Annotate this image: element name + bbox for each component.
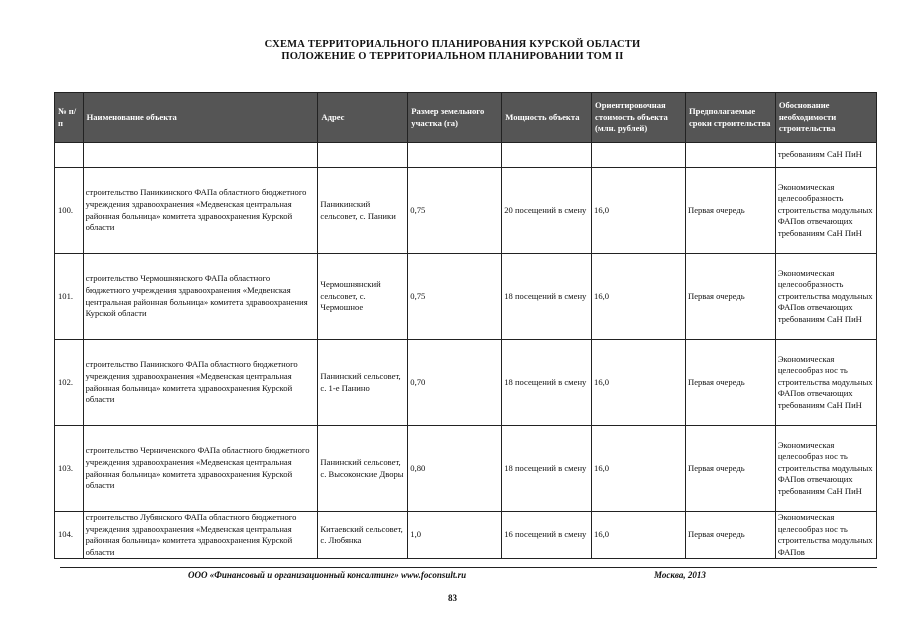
cell-address: Панинский сельсовет, с. Высоконские Дворы — [318, 426, 408, 512]
table-row — [55, 512, 877, 559]
cell-capacity: 18 посещений в смену — [502, 254, 592, 340]
table-row — [55, 168, 877, 254]
cell-capacity: 20 посещений в смену — [502, 168, 592, 254]
cell-cost: 16,0 — [592, 512, 686, 559]
footer-company: ООО «Финансовый и организационный консалтинг» www.foconsult.ru — [188, 570, 467, 580]
cell-name: строительство Паникинского ФАПа областного бюджетного учреждения здравоохранения «Медвенская центральная районная больница» комитета здравоохранения Курской области — [83, 168, 318, 254]
cell-empty — [318, 143, 408, 168]
cell-address: Китаевский сельсовет, с. Любянка — [318, 512, 408, 559]
col-header-cost: Ориентировочная стоимость объекта (млн. рублей) — [592, 93, 686, 143]
col-header-capacity: Мощность объекта — [502, 93, 592, 143]
cell-capacity: 18 посещений в смену — [502, 340, 592, 426]
cell-address: Чермошнянский сельсовет, с. Чермошное — [318, 254, 408, 340]
cell-cost: 16,0 — [592, 168, 686, 254]
cell-cost: 16,0 — [592, 426, 686, 512]
cell-area: 1,0 — [408, 512, 502, 559]
cell-address: Паникинский сельсовет, с. Паники — [318, 168, 408, 254]
cell-area: 0,75 — [408, 168, 502, 254]
cell-empty — [592, 143, 686, 168]
cell-term: Первая очередь — [685, 254, 775, 340]
table-header-row — [55, 93, 877, 143]
cell-name: строительство Чермошнянского ФАПа областного бюджетного учреждения здравоохранения «Медвенская центральная районная больница» комитета здравоохранения Курской области — [83, 254, 318, 340]
cell-justification: Экономическая целесообраз нос ть строительства модульных ФАПов — [775, 512, 876, 559]
cell-justification: Экономическая целесообраз нос ть строительства модульных ФАПов отвечающих требованиям СаН ПиН — [775, 340, 876, 426]
table-row — [55, 340, 877, 426]
col-header-address: Адрес — [318, 93, 408, 143]
cell-cost: 16,0 — [592, 254, 686, 340]
table-row — [55, 426, 877, 512]
col-header-name: Наименование объекта — [83, 93, 318, 143]
cell-term: Первая очередь — [685, 168, 775, 254]
footer-city-year: Москва, 2013 — [654, 570, 706, 580]
cell-area: 0,70 — [408, 340, 502, 426]
col-header-num: № п/п — [55, 93, 84, 143]
cell-name: строительство Черниченского ФАПа областного бюджетного учреждения здравоохранения «Медвенская центральная районная больница» комитета здравоохранения Курской области — [83, 426, 318, 512]
cell-empty — [55, 143, 84, 168]
col-header-justification: Обоснование необходимости строительства — [775, 93, 876, 143]
table-row — [55, 254, 877, 340]
col-header-term: Предполагаемые сроки строительства — [685, 93, 775, 143]
objects-table — [54, 92, 877, 559]
cell-empty — [83, 143, 318, 168]
cell-num: 102. — [55, 340, 84, 426]
page-number: 83 — [448, 593, 457, 603]
cell-capacity: 18 посещений в смену — [502, 426, 592, 512]
cell-justification: Экономическая целесообразность строительства модульных ФАПов отвечающих требованиям СаН ПиН — [775, 168, 876, 254]
cell-term: Первая очередь — [685, 512, 775, 559]
cell-empty — [685, 143, 775, 168]
cell-capacity: 16 посещений в смену — [502, 512, 592, 559]
document-title: СХЕМА ТЕРРИТОРИАЛЬНОГО ПЛАНИРОВАНИЯ КУРСКОЙ ОБЛАСТИ — [264, 39, 641, 50]
table-row-continuation — [55, 143, 877, 168]
cell-area: 0,75 — [408, 254, 502, 340]
cell-num: 101. — [55, 254, 84, 340]
cell-name: строительство Лубянского ФАПа областного бюджетного учреждения здравоохранения «Медвенская центральная районная больница» комитета здравоохранения Курской области — [83, 512, 318, 559]
document-subtitle: ПОЛОЖЕНИЕ О ТЕРРИТОРИАЛЬНОМ ПЛАНИРОВАНИИ ТОМ II — [281, 51, 624, 62]
cell-empty — [408, 143, 502, 168]
cell-justification: Экономическая целесообраз нос ть строительства модульных ФАПов отвечающих требованиям СаН ПиН — [775, 426, 876, 512]
col-header-area: Размер земельного участка (га) — [408, 93, 502, 143]
cell-term: Первая очередь — [685, 340, 775, 426]
cell-empty — [502, 143, 592, 168]
cell-num: 100. — [55, 168, 84, 254]
cell-name: строительство Панинского ФАПа областного бюджетного учреждения здравоохранения «Медвенская центральная районная больница» комитета здравоохранения Курской области — [83, 340, 318, 426]
cell-num: 104. — [55, 512, 84, 559]
footer-divider — [60, 567, 877, 568]
cell-cost: 16,0 — [592, 340, 686, 426]
cell-term: Первая очередь — [685, 426, 775, 512]
cell-address: Панинский сельсовет, с. 1-е Панино — [318, 340, 408, 426]
cell-num: 103. — [55, 426, 84, 512]
cell-area: 0,80 — [408, 426, 502, 512]
cell-justification: требованиям СаН ПиН — [775, 143, 876, 168]
cell-justification: Экономическая целесообразность строительства модульных ФАПов отвечающих требованиям СаН ПиН — [775, 254, 876, 340]
